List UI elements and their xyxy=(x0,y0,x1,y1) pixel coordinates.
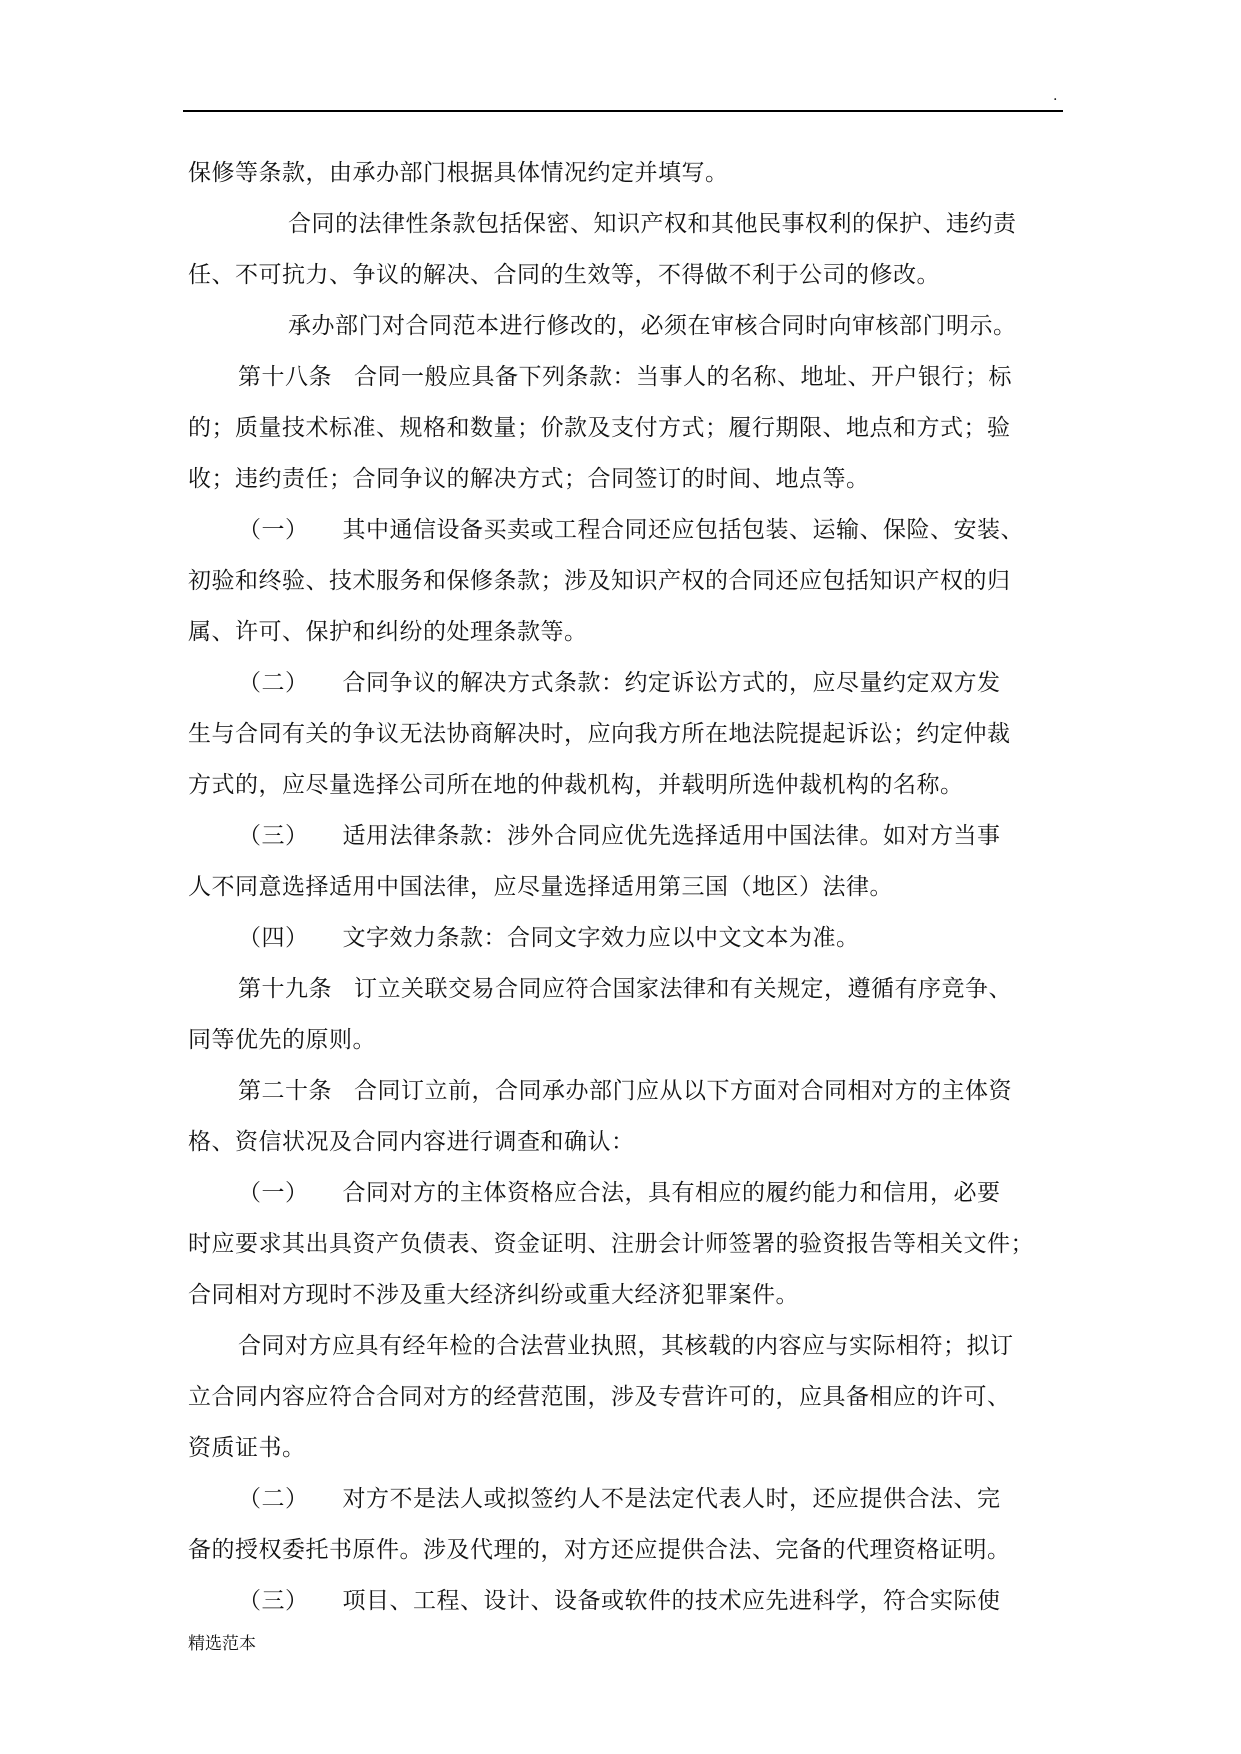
line-text: 合同相对方现时不涉及重大经济纠纷或重大经济犯罪案件。 xyxy=(188,1282,799,1308)
line-text: 备的授权委托书原件。涉及代理的，对方还应提供合法、完备的代理资格证明。 xyxy=(188,1537,1011,1563)
clause-label: （一） xyxy=(238,1180,309,1206)
line-text: 收；违约责任；合同争议的解决方式；合同签订的时间、地点等。 xyxy=(188,466,870,492)
line-text: 时应要求其出具资产负债表、资金证明、注册会计师签署的验资报告等相关文件； xyxy=(188,1231,1034,1257)
footer-text: 精选范本 xyxy=(188,1634,256,1654)
clause-label: 第十八条 xyxy=(238,364,332,390)
clause-label: （二） xyxy=(238,1486,309,1512)
text-line xyxy=(188,1168,1060,1219)
text-line xyxy=(188,505,1060,556)
line-text: 文字效力条款：合同文字效力应以中文文本为准。 xyxy=(342,925,860,951)
line-text: 方式的，应尽量选择公司所在地的仲裁机构，并载明所选仲裁机构的名称。 xyxy=(188,772,964,798)
line-text: 承办部门对合同范本进行修改的，必须在审核合同时向审核部门明示。 xyxy=(288,313,1017,339)
clause-label: （一） xyxy=(238,517,309,543)
line-text: 保修等条款，由承办部门根据具体情况约定并填写。 xyxy=(188,160,729,186)
text-line xyxy=(188,403,1060,454)
clause-label: （四） xyxy=(238,925,309,951)
line-text: 生与合同有关的争议无法协商解决时，应向我方所在地法院提起诉讼；约定仲裁 xyxy=(188,721,1011,747)
text-line xyxy=(188,1219,1060,1270)
text-line xyxy=(188,1066,1060,1117)
line-text: 其中通信设备买卖或工程合同还应包括包装、运输、保险、安装、 xyxy=(342,517,1024,543)
line-text: 项目、工程、设计、设备或软件的技术应先进科学，符合实际使 xyxy=(342,1588,1001,1614)
header-rule xyxy=(183,110,1063,112)
clause-label: 第二十条 xyxy=(238,1078,332,1104)
text-line xyxy=(188,1423,1060,1474)
text-line xyxy=(188,1576,1060,1627)
line-text: 适用法律条款：涉外合同应优先选择适用中国法律。如对方当事 xyxy=(342,823,1001,849)
text-line xyxy=(188,556,1060,607)
line-text: 对方不是法人或拟签约人不是法定代表人时，还应提供合法、完 xyxy=(342,1486,1001,1512)
text-line xyxy=(188,811,1060,862)
text-line xyxy=(188,862,1060,913)
line-text: 订立关联交易合同应符合国家法律和有关规定，遵循有序竞争、 xyxy=(354,976,1012,1002)
line-text: 合同争议的解决方式条款：约定诉讼方式的，应尽量约定双方发 xyxy=(342,670,1001,696)
line-text: 合同对方的主体资格应合法，具有相应的履约能力和信用，必要 xyxy=(342,1180,1001,1206)
text-line xyxy=(188,607,1060,658)
line-text: 合同一般应具备下列条款：当事人的名称、地址、开户银行；标 xyxy=(354,364,1012,390)
text-line xyxy=(188,709,1060,760)
line-text: 同等优先的原则。 xyxy=(188,1027,376,1053)
line-text: 属、许可、保护和纠纷的处理条款等。 xyxy=(188,619,588,645)
text-line xyxy=(188,1372,1060,1423)
text-line xyxy=(188,352,1060,403)
text-line xyxy=(188,1117,1060,1168)
text-line xyxy=(188,1015,1060,1066)
line-text: 初验和终验、技术服务和保修条款；涉及知识产权的合同还应包括知识产权的归 xyxy=(188,568,1011,594)
clause-label: （二） xyxy=(238,670,309,696)
text-line xyxy=(188,148,1060,199)
clause-label: 第十九条 xyxy=(238,976,332,1002)
text-line xyxy=(188,1525,1060,1576)
text-line xyxy=(188,1474,1060,1525)
text-line xyxy=(188,913,1060,964)
clause-label: （三） xyxy=(238,1588,309,1614)
text-line xyxy=(188,1321,1060,1372)
text-line xyxy=(188,301,1060,352)
text-line xyxy=(188,199,1060,250)
text-line xyxy=(188,1270,1060,1321)
line-text: 格、资信状况及合同内容进行调查和确认： xyxy=(188,1129,635,1155)
text-line xyxy=(188,454,1060,505)
line-text: 资质证书。 xyxy=(188,1435,306,1461)
header-mark: . xyxy=(1053,88,1058,104)
line-text: 的；质量技术标准、规格和数量；价款及支付方式；履行期限、地点和方式；验 xyxy=(188,415,1011,441)
text-line xyxy=(188,964,1060,1015)
document-body xyxy=(188,148,1060,1627)
line-text: 任、不可抗力、争议的解决、合同的生效等，不得做不利于公司的修改。 xyxy=(188,262,940,288)
clause-label: （三） xyxy=(238,823,309,849)
line-text: 合同对方应具有经年检的合法营业执照，其核载的内容应与实际相符；拟订 xyxy=(238,1333,1014,1359)
text-line xyxy=(188,250,1060,301)
line-text: 人不同意选择适用中国法律，应尽量选择适用第三国（地区）法律。 xyxy=(188,874,893,900)
text-line xyxy=(188,760,1060,811)
line-text: 立合同内容应符合合同对方的经营范围，涉及专营许可的，应具备相应的许可、 xyxy=(188,1384,1011,1410)
text-line xyxy=(188,658,1060,709)
line-text: 合同订立前，合同承办部门应从以下方面对合同相对方的主体资 xyxy=(354,1078,1012,1104)
line-text: 合同的法律性条款包括保密、知识产权和其他民事权利的保护、违约责 xyxy=(288,211,1017,237)
